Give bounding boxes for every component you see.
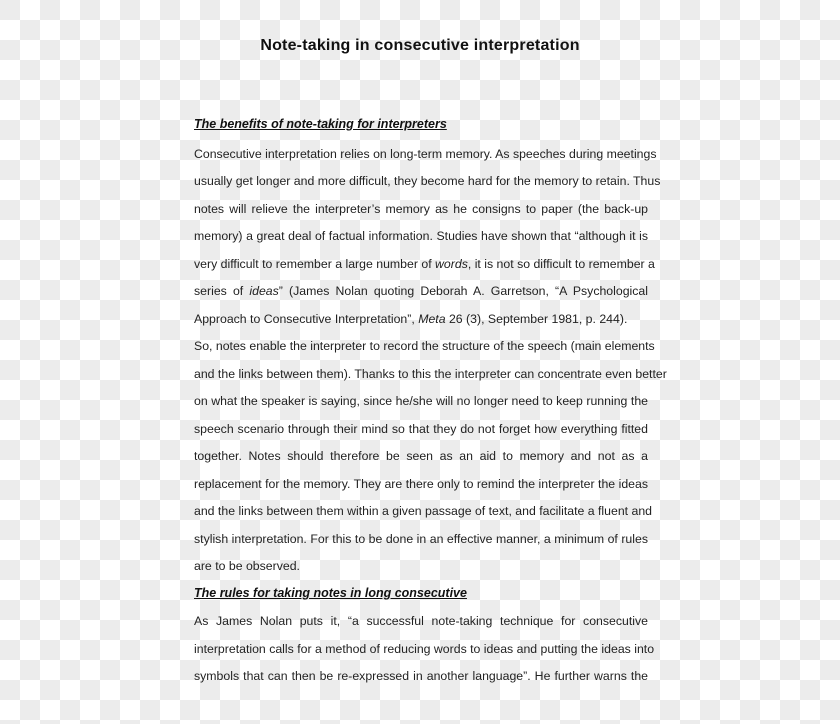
- paragraph-line: usually get longer and more difficult, they become hard for the memory to retain. Thus: [194, 174, 661, 188]
- paragraph-line: memory) a great deal of factual information. Studies have shown that “although it is: [194, 229, 648, 243]
- paragraph-line: symbols that can then be re-expressed in another language”. He further warns the: [194, 669, 648, 683]
- paragraph-line: are to be observed.: [194, 559, 300, 573]
- paragraph-line: Consecutive interpretation relies on long-term memory. As speeches during meetings: [194, 147, 657, 161]
- paragraph-line: and the links between them within a given passage of text, and facilitate a fluent and: [194, 504, 653, 518]
- journal-name: Meta: [418, 312, 446, 326]
- paragraph-line: [194, 256, 655, 272]
- emphasis-text: words: [435, 257, 468, 271]
- text-run: ” (James Nolan quoting Deborah A. Garretson, “A Psychological: [278, 284, 649, 298]
- text-run: very difficult to remember a large number of: [194, 257, 436, 271]
- paragraph-line: together. Notes should therefore be seen as an aid to memory and not as a: [194, 449, 648, 463]
- text-run: , it is not so difficult to remember a: [467, 257, 655, 271]
- paragraph-line: stylish interpretation. For this to be done in an effective manner, a minimum of rules: [194, 532, 648, 546]
- paragraph-line: speech scenario through their mind so that they do not forget how everything fitted: [194, 422, 648, 436]
- citation-line: [194, 311, 648, 327]
- paragraph-line: As James Nolan puts it, “a successful note-taking technique for consecutive: [194, 614, 648, 628]
- paragraph-line: So, notes enable the interpreter to record the structure of the speech (main elements: [194, 339, 655, 353]
- paragraph-line: replacement for the memory. They are there only to remind the interpreter the ideas: [194, 477, 648, 491]
- paragraph-line: notes will relieve the interpreter’s memory as he consigns to paper (the back-up: [194, 202, 648, 216]
- paragraph-line: and the links between them). Thanks to this the interpreter can concentrate even better: [194, 367, 667, 381]
- text-run: 26 (3), September 1981, p. 244).: [445, 312, 628, 326]
- section-heading-rules: The rules for taking notes in long consecutive: [194, 586, 467, 600]
- text-run: series of: [194, 284, 250, 298]
- emphasis-text: ideas: [249, 284, 279, 298]
- paragraph-line: on what the speaker is saying, since he/she will no longer need to keep running the: [194, 394, 648, 408]
- document-title: Note-taking in consecutive interpretation: [260, 37, 580, 54]
- text-run: Approach to Consecutive Interpretation”,: [194, 312, 419, 326]
- section-heading-benefits: The benefits of note-taking for interpreters: [194, 117, 447, 131]
- paragraph-line: interpretation calls for a method of reducing words to ideas and putting the ideas into: [194, 642, 655, 656]
- paragraph-line: [194, 283, 648, 299]
